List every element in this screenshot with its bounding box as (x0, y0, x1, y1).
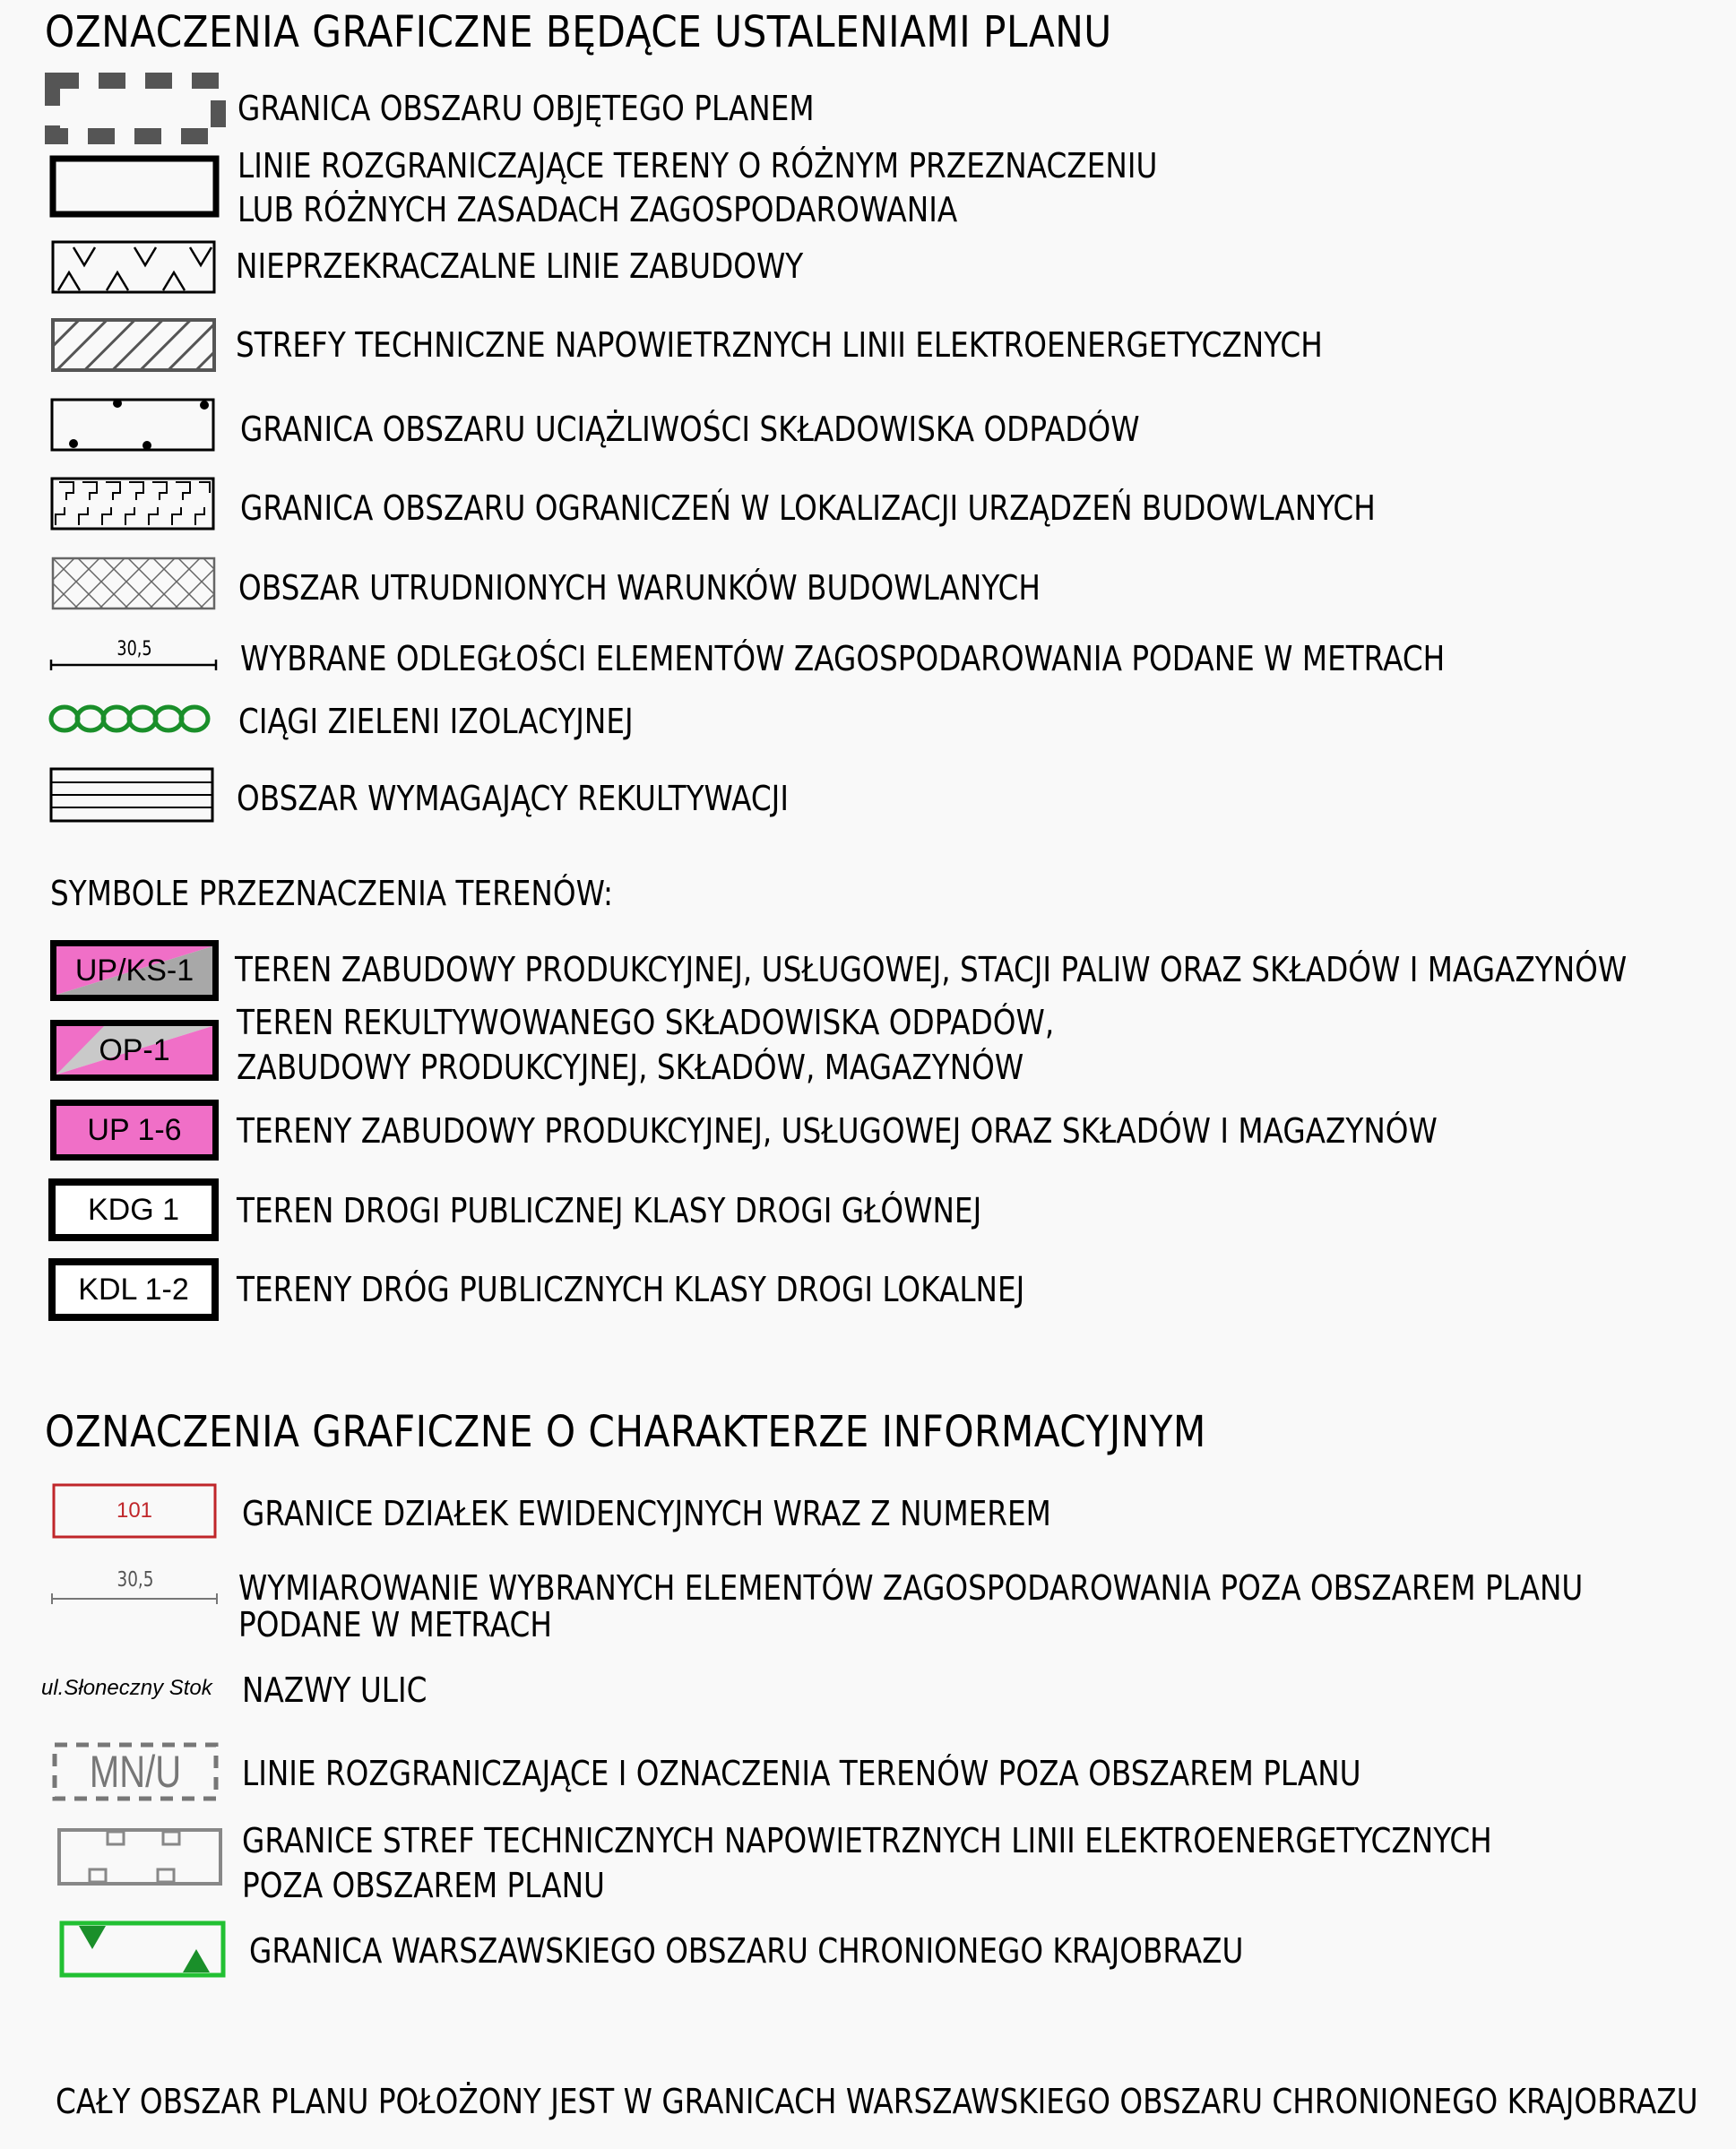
code-kdl12-label: TERENY DRÓG PUBLICZNYCH KLASY DROGI LOKALNEJ (237, 1270, 1025, 1309)
reclamation-symbol (49, 767, 216, 824)
technical-zone-label: STREFY TECHNICZNE NAPOWIETRZNYCH LINII ELEKTROENERGETYCZNYCH (236, 325, 1323, 365)
demarcation-lines-label-1: LINIE ROZGRANICZAJĄCE TERENY O RÓŻNYM PRZEZNACZENIU (238, 146, 1158, 186)
difficult-conditions-label: OBSZAR UTRUDNIONYCH WARUNKÓW BUDOWLANYCH (238, 568, 1041, 608)
footer-note: CAŁY OBSZAR PLANU POŁOŻONY JEST W GRANICACH WARSZAWSKIEGO OBSZARU CHRONIONEGO KRAJOBRAZU (56, 2082, 1698, 2121)
code-op1-label-2: ZABUDOWY PRODUKCYJNEJ, SKŁADÓW, MAGAZYNÓW (237, 1048, 1024, 1087)
code-kdg1-label: TEREN DROGI PUBLICZNEJ KLASY DROGI GŁÓWNEJ (237, 1191, 982, 1230)
outside-dimension-symbol (50, 1568, 220, 1613)
demarcation-lines-label-2: LUB RÓŻNYCH ZASADACH ZAGOSPODAROWANIA (238, 190, 958, 229)
distance-symbol (49, 636, 220, 681)
landfill-nuisance-label: GRANICA OBSZARU UCIĄŻLIWOŚCI SKŁADOWISKA ODPADÓW (240, 410, 1140, 449)
demarcation-lines-symbol (49, 155, 221, 218)
parcel-number: 101 (116, 1498, 153, 1523)
outside-dimension-label-1: WYMIAROWANIE WYBRANYCH ELEMENTÓW ZAGOSPODAROWANIA POZA OBSZAREM PLANU (238, 1568, 1584, 1608)
outside-technical-zone-label-1: GRANICE STREF TECHNICZNYCH NAPOWIETRZNYCH LINII ELEKTROENERGETYCZNYCH (242, 1821, 1492, 1860)
distance-label: WYBRANE ODLEGŁOŚCI ELEMENTÓW ZAGOSPODAROWANIA PODANE W METRACH (240, 639, 1446, 678)
difficult-conditions-symbol (51, 557, 218, 612)
outside-area-code: MN/U (89, 1747, 182, 1797)
code-kdl12: KDL 1-2 (78, 1272, 189, 1307)
code-op1-symbol (50, 1020, 219, 1081)
outside-area-label: LINIE ROZGRANICZAJĄCE I OZNACZENIA TERENÓW POZA OBSZAREM PLANU (242, 1754, 1361, 1793)
street-name-sample: ul.Słoneczny Stok (41, 1676, 212, 1700)
code-upks1: UP/KS-1 (74, 953, 194, 988)
outside-area-symbol (52, 1742, 219, 1801)
outside-dimension-label-2: PODANE W METRACH (238, 1605, 552, 1644)
plan-boundary-symbol (45, 72, 226, 145)
code-op1-label-1: TEREN REKULTYWOWANEGO SKŁADOWISKA ODPADÓW, (237, 1003, 1055, 1042)
outside-technical-zone-symbol (57, 1828, 224, 1887)
parcel-symbol (52, 1483, 217, 1539)
code-up16-label: TERENY ZABUDOWY PRODUKCYJNEJ, USŁUGOWEJ ORAZ SKŁADÓW I MAGAZYNÓW (237, 1111, 1438, 1151)
technical-zone-symbol (51, 318, 218, 374)
code-upks1-label: TEREN ZABUDOWY PRODUKCYJNEJ, USŁUGOWEJ, STACJI PALIW ORAZ SKŁADÓW I MAGAZYNÓW (235, 950, 1628, 989)
heading-info: OZNACZENIA GRAFICZNE O CHARAKTERZE INFORMACYJNYM (45, 1407, 1206, 1457)
code-up16-symbol (50, 1100, 219, 1161)
outside-technical-zone-label-2: POZA OBSZAREM PLANU (242, 1866, 605, 1905)
heading-plan: OZNACZENIA GRAFICZNE BĘDĄCE USTALENIAMI PLANU (45, 7, 1112, 57)
code-kdg1-symbol (48, 1178, 219, 1241)
green-belt-symbol (47, 701, 222, 737)
code-upks1-symbol (50, 940, 219, 1001)
distance-value: 30,5 (117, 638, 152, 660)
code-up16: UP 1-6 (87, 1112, 182, 1147)
protected-landscape-symbol (59, 1920, 226, 1980)
protected-landscape-label: GRANICA WARSZAWSKIEGO OBSZARU CHRONIONEGO KRAJOBRAZU (249, 1931, 1244, 1971)
landfill-nuisance-symbol (50, 396, 217, 453)
reclamation-label: OBSZAR WYMAGAJĄCY REKULTYWACJI (237, 779, 789, 818)
parcel-label: GRANICE DZIAŁEK EWIDENCYJNYCH WRAZ Z NUMEREM (242, 1494, 1051, 1533)
building-restriction-symbol (50, 475, 217, 532)
symbols-heading: SYMBOLE PRZEZNACZENIA TERENÓW: (50, 874, 614, 913)
building-restriction-label: GRANICA OBSZARU OGRANICZEŃ W LOKALIZACJI URZĄDZEŃ BUDOWLANYCH (240, 488, 1376, 528)
building-line-label: NIEPRZEKRACZALNE LINIE ZABUDOWY (236, 246, 804, 286)
green-belt-label: CIĄGI ZIELENI IZOLACYJNEJ (238, 702, 634, 741)
outside-dimension-value: 30,5 (117, 1568, 154, 1592)
plan-boundary-label: GRANICA OBSZARU OBJĘTEGO PLANEM (238, 89, 815, 128)
street-name-label: NAZWY ULIC (242, 1670, 428, 1710)
code-op1: OP-1 (99, 1032, 170, 1067)
code-kdl12-symbol (48, 1258, 219, 1321)
code-kdg1: KDG 1 (87, 1192, 180, 1227)
building-line-symbol (51, 240, 218, 296)
